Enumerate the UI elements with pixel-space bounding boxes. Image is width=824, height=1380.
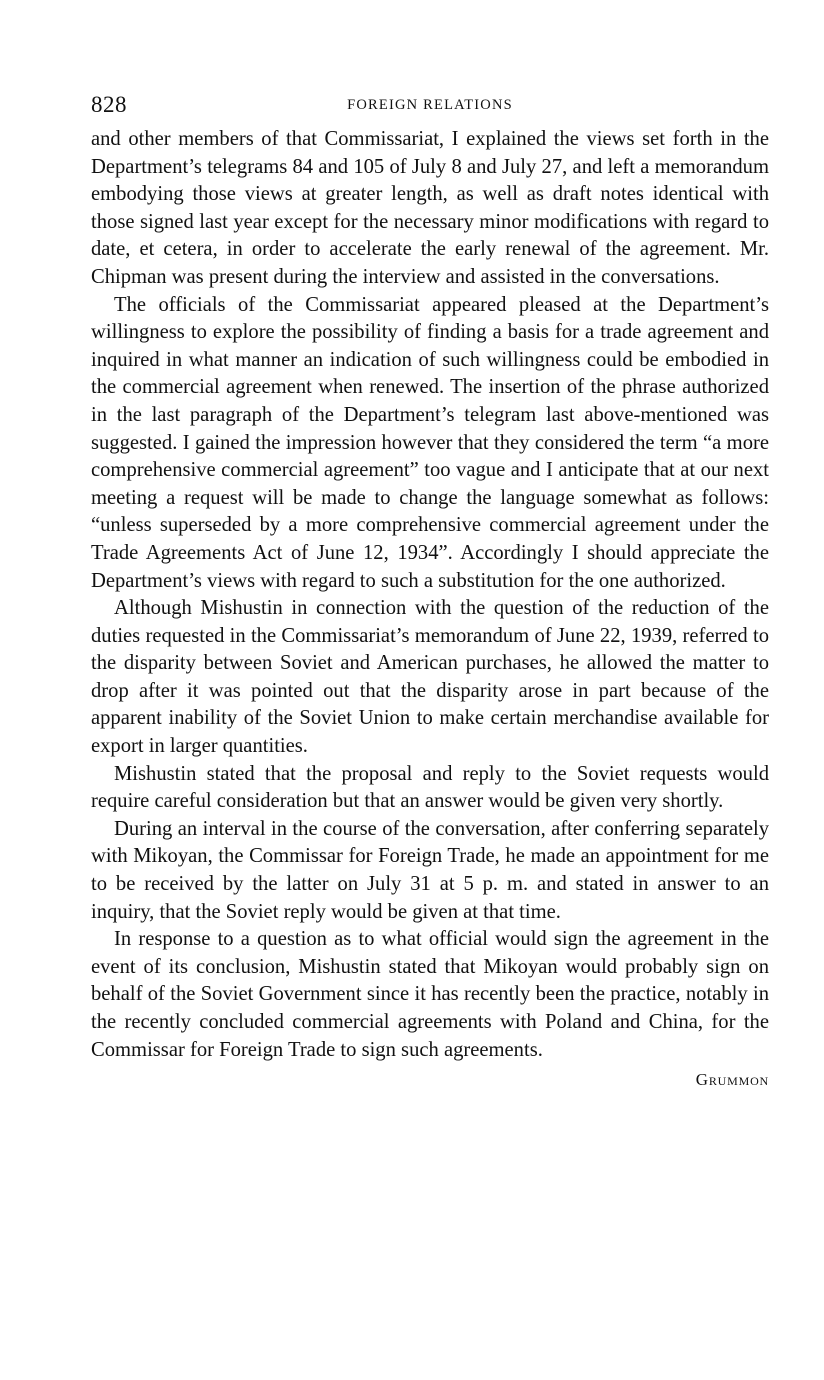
signature: Grummon — [695, 1070, 769, 1090]
page-number: 828 — [91, 92, 127, 117]
running-head: FOREIGN RELATIONS — [347, 97, 513, 113]
paragraph-2: The officials of the Commissariat appeared pleased at the Department’s willingness to explore the possibility of finding a basis for a trade agreement and inquired in what manner an indication of such willingness could be embodied in the commercial agreement when renewed. The insertion of the phrase authorized in the last paragraph of the Department’s telegram last above-mentioned was suggested. I gained the impression however that they considered the term “a more comprehensive commercial agreement” too vague and I anticipate that at our next meeting a request will be made to change the language somewhat as follows: “unless superseded by a more comprehensive commercial agreement under the Trade Agreements Act of June 12, 1934”. Accordingly I should appreciate the Department’s views with regard to such a substitution for the one authorized. — [91, 293, 769, 592]
paragraph-6: In response to a question as to what official would sign the agreement in the event of its conclusion, Mishustin stated that Mikoyan would probably sign on behalf of the Soviet Government since it has recently been the practice, notably in the recently concluded commercial agreements with Poland and China, for the Commissar for Foreign Trade to sign such agreements. — [91, 928, 769, 1061]
paragraph-3: Although Mishustin in connection with the question of the reduction of the duties requested in the Commissariat’s memorandum of June 22, 1939, referred to the disparity between Soviet and American purchases, he allowed the matter to drop after it was pointed out that the disparity arose in part because of the apparent inability of the Soviet Union to make certain merchandise available for export in larger quantities. — [91, 597, 769, 758]
paragraph-4: Mishustin stated that the proposal and reply to the Soviet requests would require careful consideration but that an answer would be given very shortly. — [91, 762, 769, 813]
document-page — [91, 92, 769, 1090]
body-text — [91, 126, 769, 1064]
paragraph-1: and other members of that Commissariat, I explained the views set forth in the Department’s telegrams 84 and 105 of July 8 and July 27, and left a memorandum embodying those views at greater length, as well as draft notes identical with those signed last year except for the necessary minor modifications with regard to date, et cetera, in order to accelerate the early renewal of the agreement. Mr. Chipman was present during the interview and assisted in the conversations. — [91, 128, 769, 288]
paragraph-5: During an interval in the course of the conversation, after conferring separately with Mikoyan, the Commissar for Foreign Trade, he made an appointment for me to be received by the latter on July 31 at 5 p. m. and stated in answer to an inquiry, that the Soviet reply would be given at that time. — [91, 817, 769, 923]
page-header — [91, 92, 769, 126]
